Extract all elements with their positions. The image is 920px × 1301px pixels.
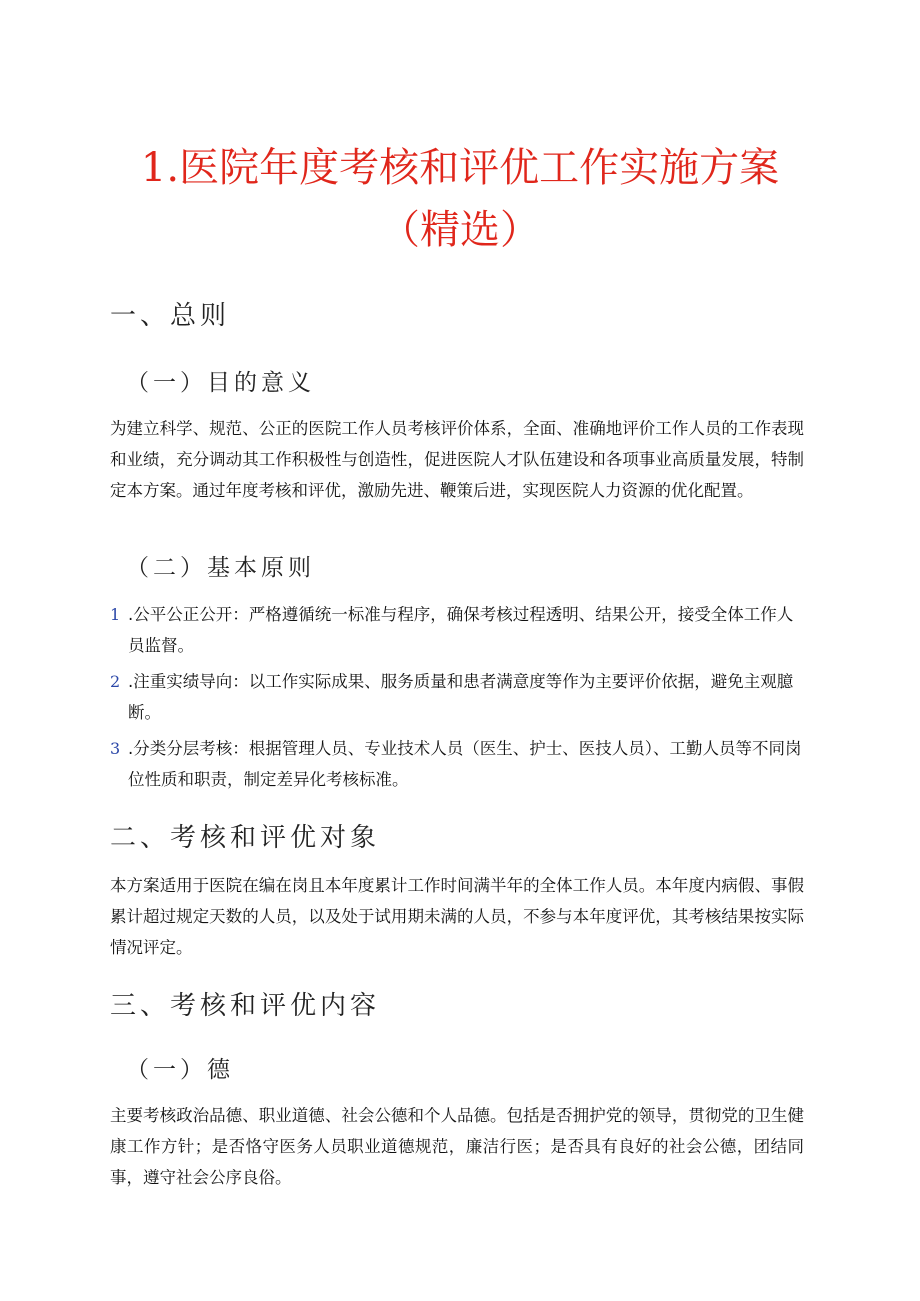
subsection-heading-morality: （一）德: [126, 1057, 234, 1083]
section-heading-content: 三、考核和评优内容: [110, 991, 381, 1021]
list-item: [110, 599, 804, 661]
section-heading-general: 一、总则: [110, 301, 231, 331]
list-item-text: .注重实绩导向：以工作实际成果、服务质量和患者满意度等作为主要评价依据，避免主观臆断。: [128, 672, 794, 722]
list-item: [110, 666, 804, 728]
list-item-text: .公平公正公开：严格遵循统一标准与程序，确保考核过程透明、结果公开，接受全体工作人员监督。: [128, 605, 794, 655]
targets-paragraph: 本方案适用于医院在编在岗且本年度累计工作时间满半年的全体工作人员。本年度内病假、事假累计超过规定天数的人员，以及处于试用期未满的人员，不参与本年度评优，其考核结果按实际情况评定。: [110, 876, 804, 957]
document-title-subtitle: （精选）: [380, 207, 540, 253]
section-heading-targets: 二、考核和评优对象: [110, 823, 381, 853]
list-item-text: .分类分层考核：根据管理人员、专业技术人员（医生、护士、医技人员）、工勤人员等不同岗位性质和职责，制定差异化考核标准。: [128, 739, 802, 789]
list-number: 1: [110, 605, 121, 624]
purpose-paragraph: 为建立科学、规范、公正的医院工作人员考核评价体系，全面、准确地评价工作人员的工作表现和业绩，充分调动其工作积极性与创造性，促进医院人才队伍建设和各项事业高质量发展，特制定本方案。通过年度考核和评优，激励先进、鞭策后进，实现医院人力资源的优化配置。: [110, 419, 804, 500]
list-number: 2: [110, 672, 121, 691]
subsection-heading-purpose: （一）目的意义: [126, 370, 315, 396]
morality-paragraph: 主要考核政治品德、职业道德、社会公德和个人品德。包括是否拥护党的领导，贯彻党的卫生健康工作方针；是否恪守医务人员职业道德规范，廉洁行医；是否具有良好的社会公德，团结同事，遵守社会公序良俗。: [110, 1106, 804, 1187]
document-title: 1.医院年度考核和评优工作实施方案: [140, 145, 780, 191]
list-item: [110, 733, 804, 795]
subsection-heading-principles: （二）基本原则: [126, 555, 315, 581]
list-number: 3: [110, 739, 121, 758]
